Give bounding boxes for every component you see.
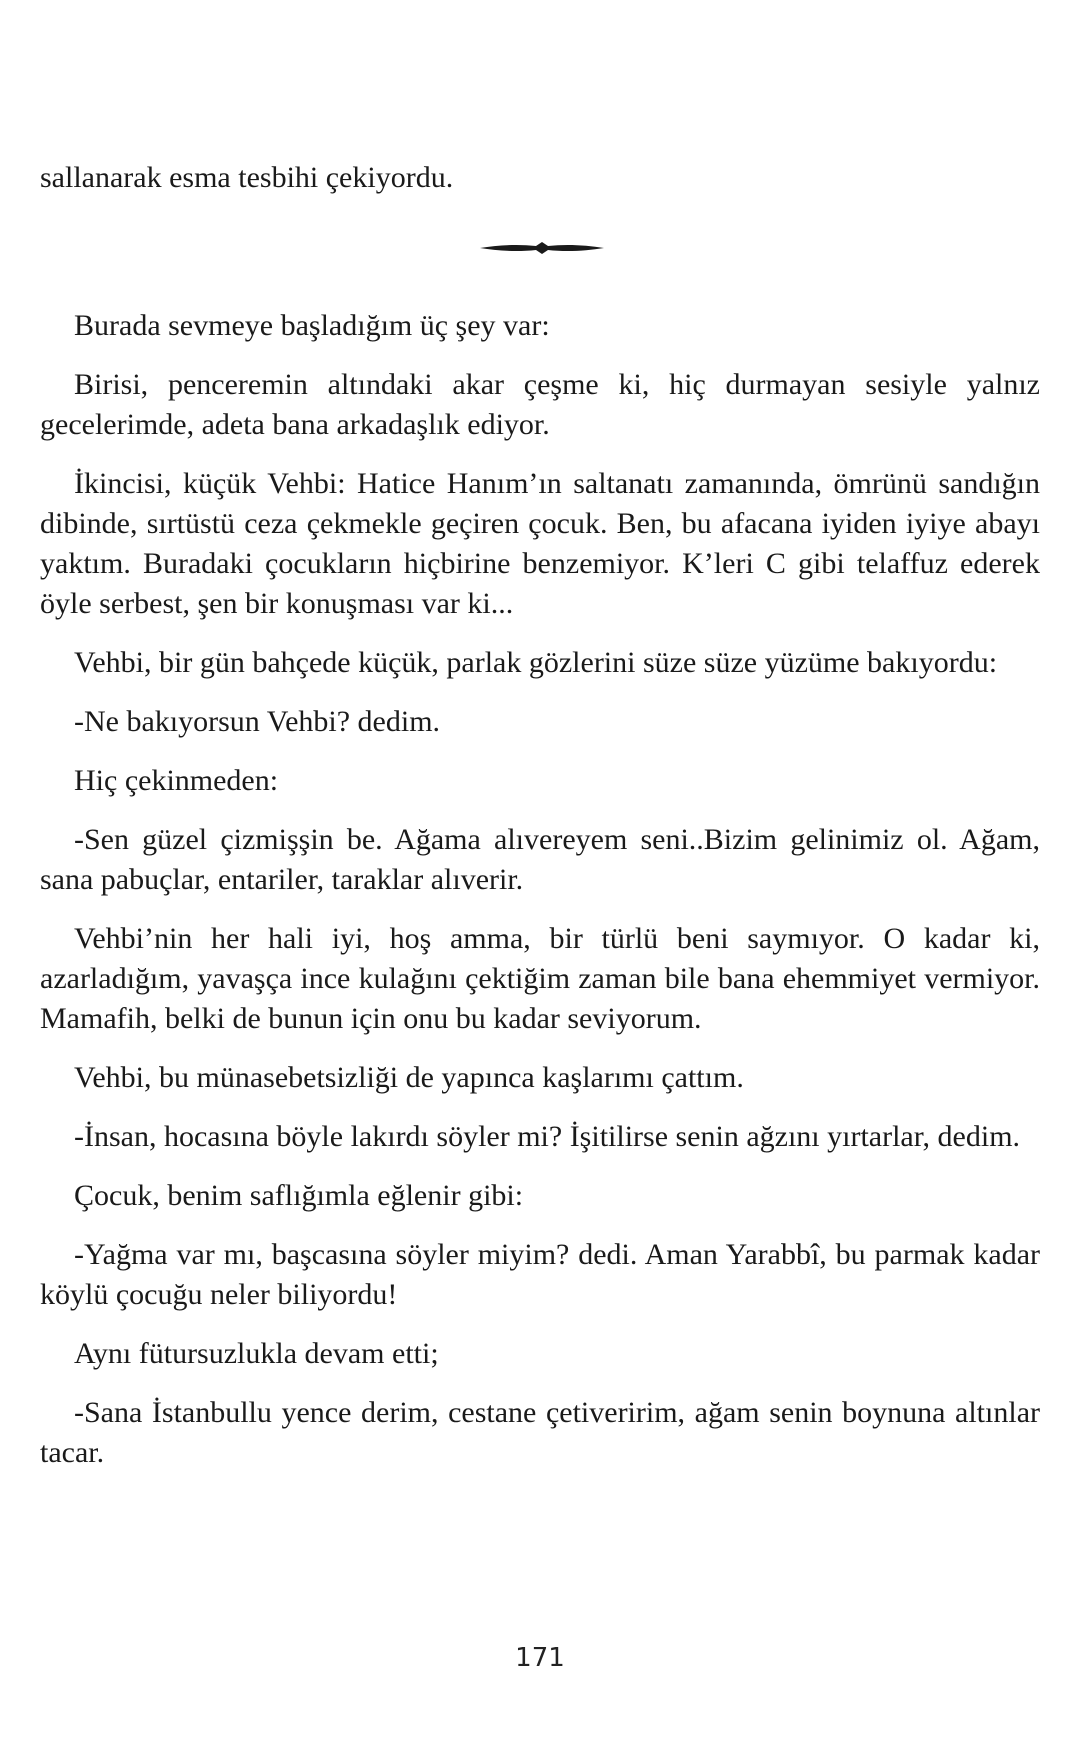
opening-line: sallanarak esma tesbihi çekiyordu. [40, 161, 454, 194]
paragraph: -İnsan, hocasına böyle lakırdı söyler mi? İşitilirse senin ağzını yırtarlar, dedim. [74, 1120, 1021, 1153]
section-divider-ornament-icon [478, 240, 606, 256]
paragraph: Birisi, penceremin altındaki akar çeşme ki, hiç durmayan sesiyle yalnız gecelerimde, adeta bana arkadaşlık ediyor. [40, 368, 1040, 441]
opening-text [40, 158, 1040, 217]
page-number: 171 [515, 1643, 565, 1673]
paragraph: Vehbi’nin her hali iyi, hoş amma, bir türlü beni saymıyor. O kadar ki, azarladığım, yavaşça ince kulağını çektiğim zaman bile bana ehemmiyet vermiyor. Mamafih, belki de bunun için onu bu kadar seviyorum. [40, 922, 1040, 1035]
paragraph: İkincisi, küçük Vehbi: Hatice Hanım’ın saltanatı zamanında, ömrünü sandığın dibinde, sırtüstü ceza çekmekle geçiren çocuk. Ben, bu afacana iyiden iyiye abayı yaktım. Buradaki çocukların hiçbirine benzemiyor. K’leri C gibi telaffuz ederek öyle serbest, şen bir konuşması var ki... [40, 467, 1040, 620]
paragraph: -Ne bakıyorsun Vehbi? dedim. [74, 705, 441, 738]
paragraph: Vehbi, bir gün bahçede küçük, parlak gözlerini süze süze yüzüme bakıyordu: [74, 646, 998, 679]
paragraph: Hiç çekinmeden: [74, 764, 279, 797]
paragraph: Aynı fütursuzlukla devam etti; [74, 1337, 439, 1370]
paragraph: -Sen güzel çizmişşin be. Ağama alıvereyem seni..Bizim gelinimiz ol. Ağam, sana pabuçlar, entariler, taraklar alıverir. [40, 823, 1040, 896]
paragraph: -Sana İstanbullu yence derim, cestane çetiveririm, ağam senin boynuna altınlar tacar. [40, 1396, 1040, 1469]
paragraph: -Yağma var mı, başcasına söyler miyim? dedi. Aman Yarabbî, bu parmak kadar köylü çocuğu neler biliyordu! [40, 1238, 1040, 1311]
paragraph: Çocuk, benim saflığımla eğlenir gibi: [74, 1179, 524, 1212]
body-text [40, 306, 1040, 1492]
paragraph: Vehbi, bu münasebetsizliği de yapınca kaşlarımı çattım. [74, 1061, 744, 1094]
paragraph: Burada sevmeye başladığım üç şey var: [74, 309, 550, 342]
